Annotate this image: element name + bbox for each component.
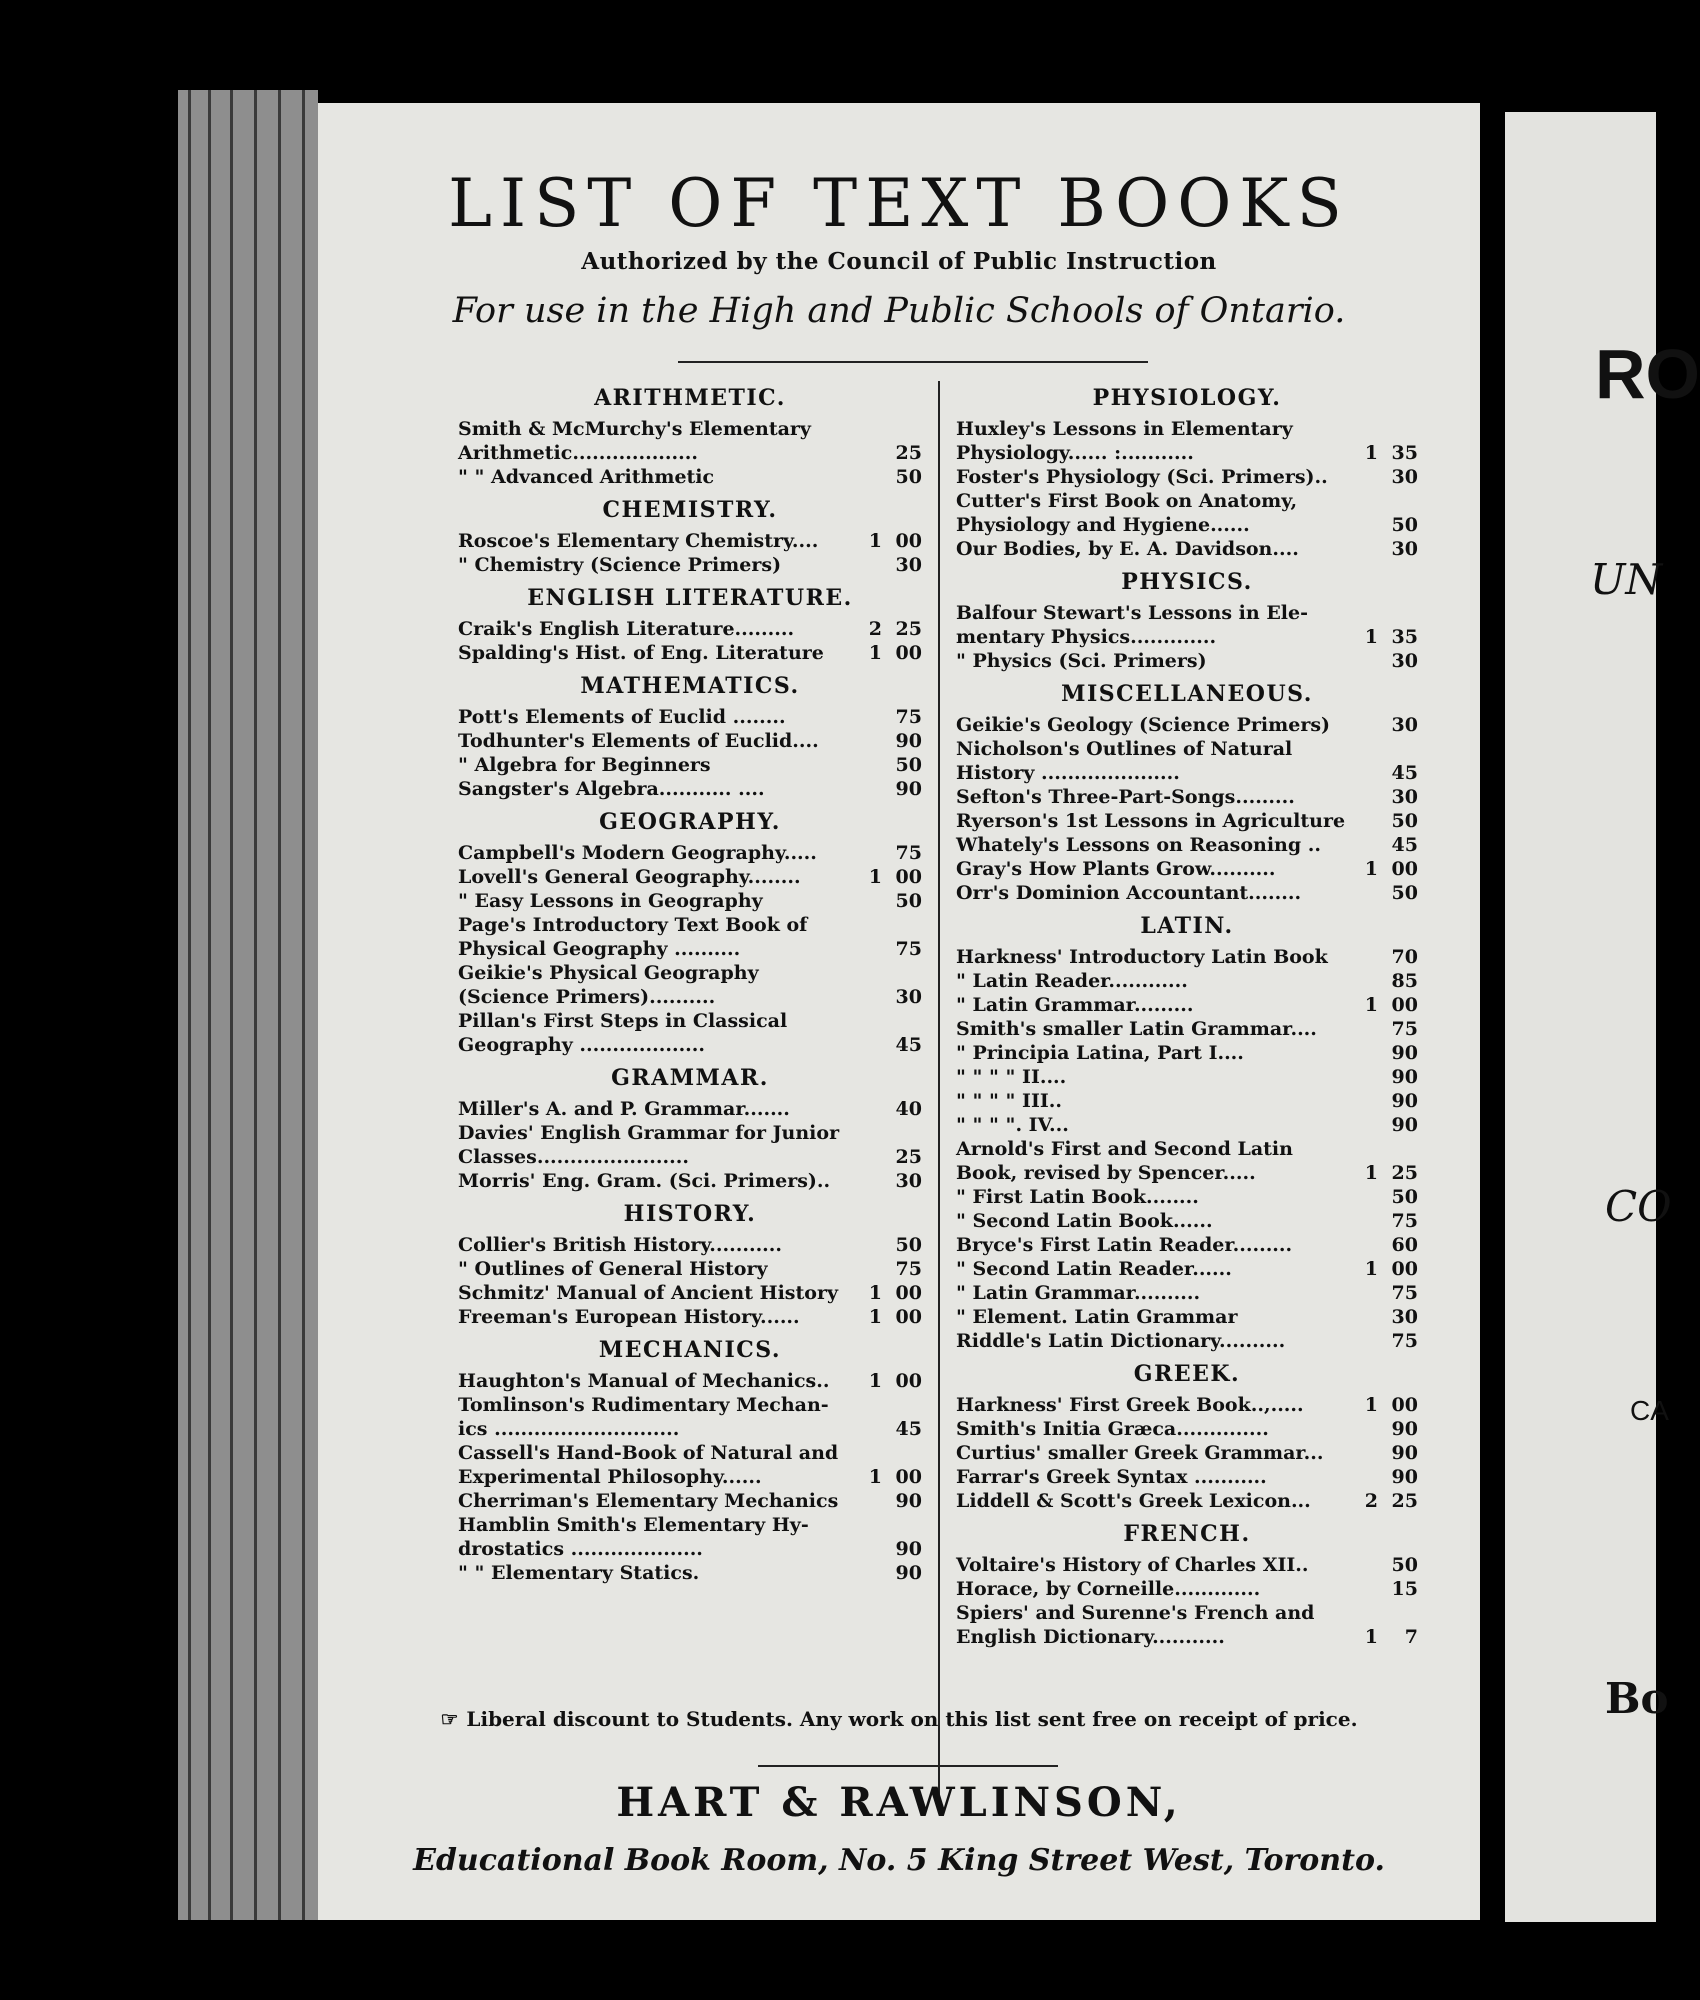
- book-entry: [956, 1417, 1418, 1441]
- section-title: HISTORY.: [623, 1201, 757, 1227]
- book-title: Our Bodies, by E. A. Davidson....: [956, 538, 1299, 560]
- book-title: " Second Latin Reader......: [956, 1258, 1232, 1280]
- book-entry: [956, 1209, 1418, 1233]
- section-title: CHEMISTRY.: [602, 497, 778, 523]
- book-entry: [458, 617, 922, 641]
- book-entry: [458, 961, 922, 1009]
- book-entry: [956, 1089, 1418, 1113]
- price-dollars: 1: [868, 642, 882, 664]
- adjacent-page-fragment: CA: [1630, 1395, 1669, 1426]
- price-cents: 25: [895, 618, 922, 640]
- price-cents: 45: [1391, 834, 1418, 856]
- price-dollars: 1: [1364, 626, 1378, 648]
- book-entry: [956, 1577, 1418, 1601]
- price-cents: 30: [1391, 786, 1418, 808]
- book-entry: [956, 1065, 1418, 1089]
- book-entry: [956, 649, 1418, 673]
- book-title: " " Elementary Statics.: [458, 1562, 700, 1584]
- price-cents: 90: [1391, 1466, 1418, 1488]
- book-title: Curtius' smaller Greek Grammar...: [956, 1442, 1324, 1464]
- price-cents: 30: [895, 986, 922, 1008]
- book-title: " Latin Grammar.........: [956, 994, 1194, 1016]
- book-title: " Element. Latin Grammar: [956, 1306, 1238, 1328]
- price-cents: 00: [895, 1370, 922, 1392]
- book-entry: [458, 1513, 922, 1561]
- price-cents: 30: [1391, 650, 1418, 672]
- price-cents: 25: [895, 442, 922, 464]
- price-cents: 25: [1391, 1162, 1418, 1184]
- book-title: Freeman's European History......: [458, 1306, 800, 1328]
- book-title: Lovell's General Geography........: [458, 866, 801, 888]
- adjacent-page-fragment: CO: [1605, 1182, 1672, 1231]
- price-dollars: 1: [1364, 1394, 1378, 1416]
- adjacent-page-fragment: RO: [1595, 335, 1700, 413]
- book-entry: [458, 1393, 922, 1441]
- section-title: GRAMMAR.: [611, 1065, 769, 1091]
- book-title: Voltaire's History of Charles XII..: [956, 1554, 1309, 1576]
- book-entry: [956, 1553, 1418, 1577]
- book-title: Horace, by Corneille.............: [956, 1578, 1261, 1600]
- price-cents: 00: [895, 1466, 922, 1488]
- book-title: Harkness' Introductory Latin Book: [956, 946, 1328, 968]
- book-title: Smith & McMurchy's Elementary Arithmetic...................: [458, 418, 811, 464]
- book-title: Gray's How Plants Grow..........: [956, 858, 1276, 880]
- book-title: Pillan's First Steps in Classical Geography ...................: [458, 1010, 788, 1056]
- book-title: Roscoe's Elementary Chemistry....: [458, 530, 819, 552]
- price-cents: 90: [895, 1562, 922, 1584]
- price-cents: 25: [1391, 1490, 1418, 1512]
- book-entry: [458, 1257, 922, 1281]
- price-cents: 50: [1391, 810, 1418, 832]
- price-cents: 50: [895, 466, 922, 488]
- book-title: Haughton's Manual of Mechanics..: [458, 1370, 830, 1392]
- book-entry: [458, 553, 922, 577]
- book-title: " Chemistry (Science Primers): [458, 554, 782, 576]
- book-title: Morris' Eng. Gram. (Sci. Primers)..: [458, 1170, 831, 1192]
- section-title: MISCELLANEOUS.: [1061, 681, 1313, 707]
- book-entry: [956, 881, 1418, 905]
- book-entry: [458, 913, 922, 961]
- book-entry: [458, 417, 922, 465]
- column-divider: [938, 381, 940, 1801]
- price-cents: 85: [1391, 970, 1418, 992]
- book-entry: [458, 841, 922, 865]
- price-cents: 75: [1391, 1210, 1418, 1232]
- price-cents: 35: [1391, 442, 1418, 464]
- publisher-name: HART & RAWLINSON,: [616, 1779, 1182, 1826]
- price-cents: 00: [895, 530, 922, 552]
- book-entry: [956, 737, 1418, 785]
- price-dollars: 1: [1364, 442, 1378, 464]
- book-title: " Easy Lessons in Geography: [458, 890, 763, 912]
- price-dollars: 1: [1364, 1162, 1378, 1184]
- book-title: Orr's Dominion Accountant........: [956, 882, 1302, 904]
- price-cents: 90: [895, 1538, 922, 1560]
- book-title: " " Advanced Arithmetic: [458, 466, 715, 488]
- book-entry: [458, 1561, 922, 1585]
- book-entry: [956, 833, 1418, 857]
- price-cents: 00: [1391, 1394, 1418, 1416]
- price-dollars: 1: [1364, 1258, 1378, 1280]
- price-cents: 75: [895, 938, 922, 960]
- book-entry: [956, 537, 1418, 561]
- book-title: Sefton's Three-Part-Songs.........: [956, 786, 1295, 808]
- book-title: Cutter's First Book on Anatomy, Physiology and Hygiene......: [956, 490, 1298, 536]
- section-title: ARITHMETIC.: [594, 385, 786, 411]
- book-title: " Outlines of General History: [458, 1258, 768, 1280]
- book-title: Huxley's Lessons in Elementary Physiology...... :...........: [956, 418, 1293, 464]
- price-cents: 30: [1391, 1306, 1418, 1328]
- price-cents: 00: [895, 1282, 922, 1304]
- book-entry: [458, 465, 922, 489]
- book-entry: [956, 1257, 1418, 1281]
- price-cents: 90: [895, 1490, 922, 1512]
- footer-note: [318, 1707, 1480, 1731]
- book-title: " First Latin Book........: [956, 1186, 1199, 1208]
- price-dollars: 1: [868, 530, 882, 552]
- book-entry: [458, 1097, 922, 1121]
- book-entry: [458, 753, 922, 777]
- book-entry: [458, 641, 922, 665]
- price-cents: 50: [1391, 1186, 1418, 1208]
- book-title: " Second Latin Book......: [956, 1210, 1213, 1232]
- page-subtitle: Authorized by the Council of Public Instruction: [581, 248, 1217, 275]
- book-entry: [458, 889, 922, 913]
- price-cents: 00: [1391, 1258, 1418, 1280]
- book-entry: [956, 1441, 1418, 1465]
- book-title: Campbell's Modern Geography.....: [458, 842, 817, 864]
- price-dollars: 1: [1364, 994, 1378, 1016]
- adjacent-page: [1505, 112, 1700, 1922]
- price-dollars: 1: [868, 1306, 882, 1328]
- price-cents: 35: [1391, 626, 1418, 648]
- book-entry: [956, 1281, 1418, 1305]
- book-title: Smith's smaller Latin Grammar....: [956, 1018, 1317, 1040]
- price-cents: 90: [895, 730, 922, 752]
- book-title: Riddle's Latin Dictionary..........: [956, 1330, 1286, 1352]
- price-cents: 90: [895, 778, 922, 800]
- adjacent-page-fragment: Bo: [1605, 1674, 1669, 1723]
- book-title: Liddell & Scott's Greek Lexicon...: [956, 1490, 1311, 1512]
- book-title: Cherriman's Elementary Mechanics: [458, 1490, 839, 1512]
- book-entry: [458, 529, 922, 553]
- book-entry: [458, 1369, 922, 1393]
- price-cents: 50: [1391, 1554, 1418, 1576]
- book-title: Schmitz' Manual of Ancient History: [458, 1282, 838, 1304]
- book-entry: [458, 1169, 922, 1193]
- book-title: Ryerson's 1st Lessons in Agriculture: [956, 810, 1346, 832]
- price-cents: 00: [895, 866, 922, 888]
- book-title: Miller's A. and P. Grammar.......: [458, 1098, 790, 1120]
- book-entry: [956, 1017, 1418, 1041]
- book-title: Sangster's Algebra........... ....: [458, 778, 765, 800]
- book-title: " Principia Latina, Part I....: [956, 1042, 1244, 1064]
- book-entry: [956, 1137, 1418, 1185]
- book-title: Davies' English Grammar for Junior Classes.......................: [458, 1122, 840, 1168]
- book-title: Spalding's Hist. of Eng. Literature: [458, 642, 824, 664]
- book-entry: [956, 857, 1418, 881]
- section-title: PHYSIOLOGY.: [1092, 385, 1282, 411]
- section-title: GREEK.: [1133, 1361, 1241, 1387]
- price-cents: 90: [1391, 1114, 1418, 1136]
- price-cents: 30: [1391, 466, 1418, 488]
- section-title: GEOGRAPHY.: [599, 809, 781, 835]
- book-entry: [458, 1009, 922, 1057]
- book-entry: [956, 465, 1418, 489]
- footer-rule: [758, 1765, 1058, 1767]
- book-entry: [458, 729, 922, 753]
- section-title: FRENCH.: [1123, 1521, 1251, 1547]
- price-dollars: 1: [868, 1466, 882, 1488]
- section-title: MATHEMATICS.: [580, 673, 800, 699]
- book-entry: [458, 1121, 922, 1169]
- pointing-hand-icon: ☞: [440, 1707, 459, 1731]
- price-cents: 50: [895, 1234, 922, 1256]
- book-entry: [956, 1393, 1418, 1417]
- left-column: [458, 377, 922, 1585]
- book-title: Todhunter's Elements of Euclid....: [458, 730, 819, 752]
- book-title: Collier's British History...........: [458, 1234, 783, 1256]
- title-rule: [678, 361, 1148, 363]
- book-entry: [956, 809, 1418, 833]
- price-cents: 45: [895, 1418, 922, 1440]
- book-entry: [956, 1465, 1418, 1489]
- book-entry: [458, 1233, 922, 1257]
- book-title: Cassell's Hand-Book of Natural and Experimental Philosophy......: [458, 1442, 839, 1488]
- book-entry: [956, 1185, 1418, 1209]
- adjacent-page-fragment: UN: [1590, 555, 1663, 604]
- price-cents: 90: [1391, 1066, 1418, 1088]
- book-title: Smith's Initia Græca..............: [956, 1418, 1269, 1440]
- price-cents: 30: [1391, 538, 1418, 560]
- price-cents: 75: [1391, 1330, 1418, 1352]
- section-title: ENGLISH LITERATURE.: [527, 585, 853, 611]
- book-entry: [956, 489, 1418, 537]
- book-page: [318, 103, 1480, 1920]
- right-column: [956, 377, 1418, 1649]
- page-tagline: For use in the High and Public Schools of Ontario.: [452, 291, 1346, 331]
- book-title: Bryce's First Latin Reader.........: [956, 1234, 1293, 1256]
- price-cents: 30: [1391, 714, 1418, 736]
- book-title: Balfour Stewart's Lessons in Ele- mentary Physics.............: [956, 602, 1309, 648]
- book-title: " Latin Reader............: [956, 970, 1188, 992]
- book-entry: [956, 1329, 1418, 1353]
- book-title: Whately's Lessons on Reasoning ..: [956, 834, 1321, 856]
- price-cents: 30: [895, 554, 922, 576]
- book-entry: [956, 601, 1418, 649]
- price-cents: 00: [1391, 994, 1418, 1016]
- price-dollars: 1: [868, 866, 882, 888]
- section-title: MECHANICS.: [598, 1337, 782, 1363]
- price-cents: 75: [895, 1258, 922, 1280]
- book-entry: [458, 1489, 922, 1513]
- book-title: Spiers' and Surenne's French and English Dictionary...........: [956, 1602, 1315, 1648]
- price-cents: 00: [1391, 858, 1418, 880]
- book-entry: [458, 705, 922, 729]
- price-cents: 75: [895, 842, 922, 864]
- book-title: Page's Introductory Text Book of Physical Geography ..........: [458, 914, 808, 960]
- book-entry: [956, 1041, 1418, 1065]
- book-title: " " " " III..: [956, 1090, 1062, 1112]
- price-cents: 30: [895, 1170, 922, 1192]
- price-cents: 50: [895, 890, 922, 912]
- price-cents: 90: [1391, 1090, 1418, 1112]
- book-title: " Latin Grammar..........: [956, 1282, 1201, 1304]
- price-dollars: 1: [1364, 1626, 1378, 1648]
- price-cents: 75: [1391, 1018, 1418, 1040]
- section-title: LATIN.: [1140, 913, 1234, 939]
- publisher-address: Educational Book Room, No. 5 King Street West, Toronto.: [413, 1843, 1385, 1878]
- book-entry: [956, 1233, 1418, 1257]
- price-dollars: 2: [868, 618, 882, 640]
- price-cents: 60: [1391, 1234, 1418, 1256]
- price-cents: 45: [1391, 762, 1418, 784]
- price-dollars: 1: [868, 1370, 882, 1392]
- book-title: Arnold's First and Second Latin Book, revised by Spencer.....: [956, 1138, 1293, 1184]
- price-cents: 15: [1391, 1578, 1418, 1600]
- book-title: Geikie's Physical Geography (Science Primers)..........: [458, 962, 759, 1008]
- price-cents: 50: [1391, 514, 1418, 536]
- book-title: " Physics (Sci. Primers): [956, 650, 1207, 672]
- book-entry: [458, 777, 922, 801]
- book-entry: [956, 1601, 1418, 1649]
- book-title: Geikie's Geology (Science Primers): [956, 714, 1331, 736]
- book-title: Craik's English Literature.........: [458, 618, 795, 640]
- book-entry: [956, 969, 1418, 993]
- book-title: Farrar's Greek Syntax ...........: [956, 1466, 1267, 1488]
- price-cents: 90: [1391, 1042, 1418, 1064]
- price-cents: 50: [895, 754, 922, 776]
- price-dollars: 2: [1364, 1490, 1378, 1512]
- price-dollars: 1: [1364, 858, 1378, 880]
- book-title: Nicholson's Outlines of Natural History .....................: [956, 738, 1293, 784]
- price-cents: 75: [1391, 1282, 1418, 1304]
- book-edge: [178, 90, 318, 1920]
- book-entry: [956, 1113, 1418, 1137]
- book-entry: [956, 417, 1418, 465]
- price-cents: 00: [895, 1306, 922, 1328]
- price-cents: 75: [895, 706, 922, 728]
- price-cents: 40: [895, 1098, 922, 1120]
- book-title: Pott's Elements of Euclid ........: [458, 706, 786, 728]
- book-entry: [956, 993, 1418, 1017]
- book-title: Foster's Physiology (Sci. Primers)..: [956, 466, 1328, 488]
- book-entry: [956, 945, 1418, 969]
- price-cents: 25: [895, 1146, 922, 1168]
- price-cents: 90: [1391, 1418, 1418, 1440]
- price-dollars: 1: [868, 1282, 882, 1304]
- price-cents: 90: [1391, 1442, 1418, 1464]
- price-cents: 45: [895, 1034, 922, 1056]
- book-entry: [458, 1441, 922, 1489]
- book-entry: [956, 1305, 1418, 1329]
- book-entry: [956, 785, 1418, 809]
- book-title: Hamblin Smith's Elementary Hy- drostatics ....................: [458, 1514, 809, 1560]
- book-entry: [458, 1281, 922, 1305]
- book-title: " " " " II....: [956, 1066, 1067, 1088]
- book-entry: [956, 1489, 1418, 1513]
- book-title: Harkness' First Greek Book..,.....: [956, 1394, 1304, 1416]
- book-title: " " " ". IV...: [956, 1114, 1069, 1136]
- footer-note-text: Liberal discount to Students. Any work on this list sent free on receipt of price.: [466, 1707, 1358, 1731]
- page-title: LIST OF TEXT BOOKS: [448, 165, 1350, 242]
- price-cents: 70: [1391, 946, 1418, 968]
- book-entry: [956, 713, 1418, 737]
- book-entry: [458, 1305, 922, 1329]
- book-entry: [458, 865, 922, 889]
- book-title: " Algebra for Beginners: [458, 754, 711, 776]
- price-cents: 00: [895, 642, 922, 664]
- section-title: PHYSICS.: [1121, 569, 1253, 595]
- price-cents: 50: [1391, 882, 1418, 904]
- book-title: Tomlinson's Rudimentary Mechan- ics ............................: [458, 1394, 829, 1440]
- price-cents: 7: [1404, 1626, 1418, 1648]
